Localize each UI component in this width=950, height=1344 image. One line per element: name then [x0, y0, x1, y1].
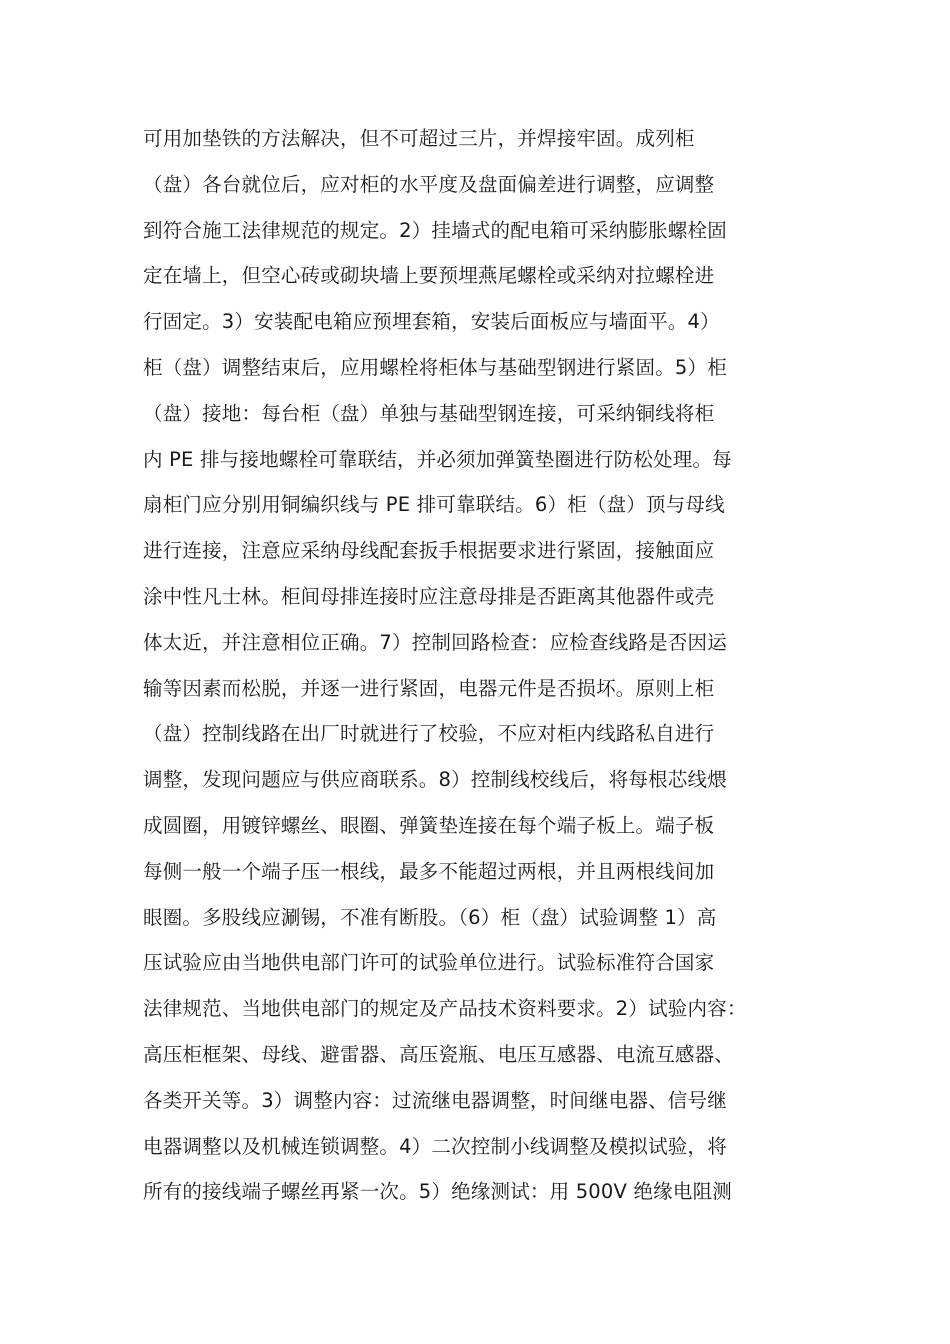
text-line: 高压柜框架、母线、避雷器、高压瓷瓶、电压互感器、电流互感器、: [143, 1042, 735, 1066]
text-line: 各类开关等。3）调整内容：过流继电器调整，时间继电器、信号继: [143, 1088, 727, 1112]
text-line: 柜（盘）调整结束后，应用螺栓将柜体与基础型钢进行紧固。5）柜: [143, 355, 727, 379]
text-line: 眼圈。多股线应涮锡，不准有断股。（6）柜（盘）试验调整 1）高: [143, 905, 717, 929]
text-line: 每侧一般一个端子压一根线，最多不能超过两根，并且两根线间加: [143, 859, 715, 883]
body-text: [143, 116, 843, 1215]
text-line: （盘）控制线路在出厂时就进行了校验，不应对柜内线路私自进行: [143, 722, 715, 746]
text-line: 调整，发现问题应与供应商联系。8）控制线校线后，将每根芯线煨: [143, 768, 727, 792]
text-line: 电器调整以及机械连锁调整。4）二次控制小线调整及模拟试验，将: [143, 1134, 727, 1158]
text-line: （盘）各台就位后，应对柜的水平度及盘面偏差进行调整，应调整: [143, 172, 715, 196]
text-line: 扇柜门应分别用铜编织线与 PE 排可靠联结。6）柜（盘）顶与母线: [143, 493, 725, 517]
text-line: 进行连接，注意应采纳母线配套扳手根据要求进行紧固，接触面应: [143, 539, 715, 563]
text-line: 内 PE 排与接地螺栓可靠联结，并必须加弹簧垫圈进行防松处理。每: [143, 447, 732, 471]
text-line: 压试验应由当地供电部门许可的试验单位进行。试验标准符合国家: [143, 951, 715, 975]
text-line: 行固定。3）安装配电箱应预埋套箱，安装后面板应与墙面平。4）: [143, 310, 720, 334]
text-line: 输等因素而松脱，并逐一进行紧固，电器元件是否损坏。原则上柜: [143, 676, 715, 700]
text-line: 法律规范、当地供电部门的规定及产品技术资料要求。2）试验内容：: [143, 997, 747, 1021]
text-line: 到符合施工法律规范的规定。2）挂墙式的配电箱可采纳膨胀螺栓固: [143, 218, 727, 242]
text-line: 定在墙上，但空心砖或砌块墙上要预埋燕尾螺栓或采纳对拉螺栓进: [143, 264, 715, 288]
text-line: 所有的接线端子螺丝再紧一次。5）绝缘测试：用 500V 绝缘电阻测: [143, 1180, 732, 1204]
text-line: 涂中性凡士林。柜间母排连接时应注意母排是否距离其他器件或壳: [143, 584, 715, 608]
text-line: 可用加垫铁的方法解决，但不可超过三片，并焊接牢固。成列柜: [143, 127, 695, 150]
text-line: （盘）接地：每台柜（盘）单独与基础型钢连接，可采纳铜线将柜: [143, 401, 715, 425]
text-line: 成圆圈，用镀锌螺丝、眼圈、弹簧垫连接在每个端子板上。端子板: [143, 813, 715, 837]
text-line: 体太近，并注意相位正确。7）控制回路检查：应检查线路是否因运: [143, 630, 727, 654]
